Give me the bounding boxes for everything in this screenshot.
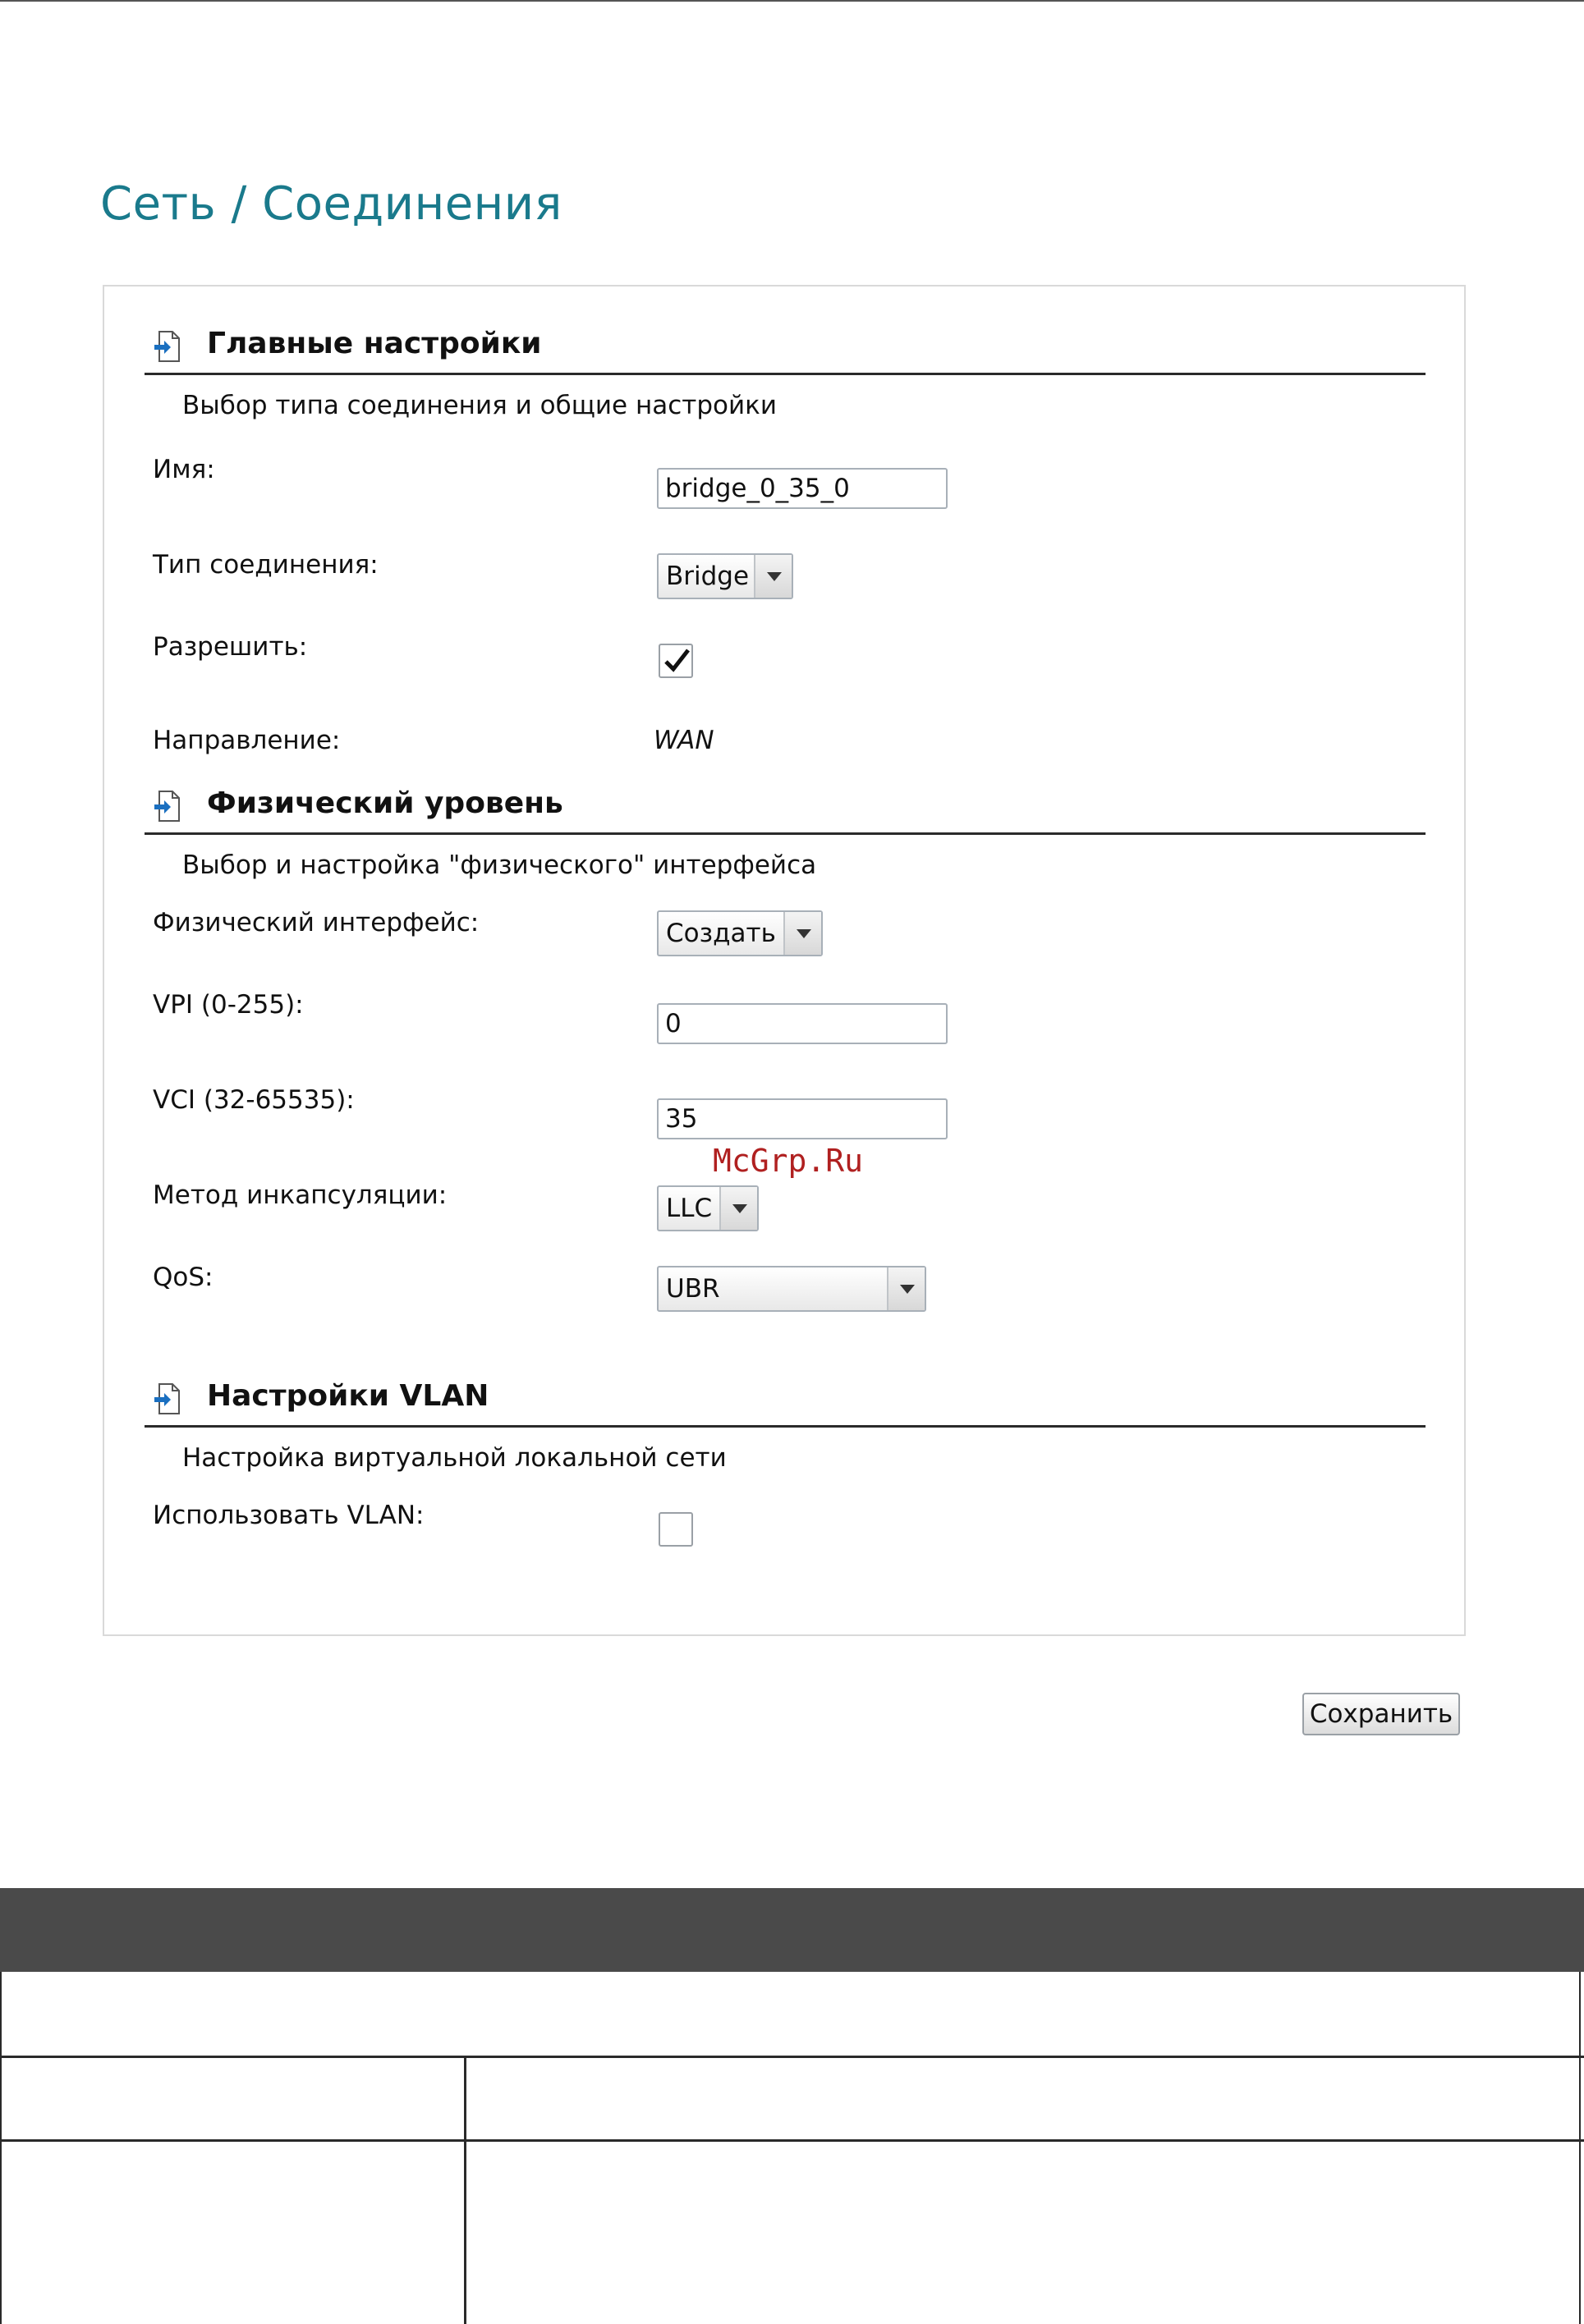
- use-vlan-checkbox[interactable]: [659, 1512, 693, 1547]
- section-header-main-settings: [145, 327, 1426, 375]
- qos-label: QoS:: [153, 1263, 213, 1292]
- physical-interface-label: Физический интерфейс:: [153, 908, 480, 937]
- chevron-down-icon: [732, 1204, 747, 1213]
- watermark: McGrp.Ru: [713, 1143, 864, 1179]
- connection-type-label: Тип соединения:: [153, 550, 379, 580]
- section-title: Настройки VLAN: [207, 1379, 489, 1413]
- chevron-down-icon: [767, 572, 782, 581]
- chevron-down-icon: [900, 1285, 915, 1294]
- encapsulation-label: Метод инкапсуляции:: [153, 1180, 448, 1210]
- qos-select[interactable]: [657, 1266, 926, 1312]
- vpi-label: VPI (0-255):: [153, 990, 304, 1020]
- dropdown-button[interactable]: [783, 912, 821, 955]
- section-description: Выбор типа соединения и общие настройки: [182, 391, 777, 420]
- connection-type-value: Bridge: [666, 562, 750, 591]
- document-arrow-icon: [153, 330, 181, 363]
- section-title: Главные настройки: [207, 327, 542, 360]
- chevron-down-icon: [797, 929, 811, 938]
- dropdown-button[interactable]: [754, 555, 792, 598]
- vci-label: VCI (32-65535):: [153, 1085, 355, 1115]
- checkmark-icon: [662, 645, 691, 676]
- table-divider: [0, 2139, 1584, 2142]
- encapsulation-select[interactable]: [657, 1185, 759, 1231]
- table-column-divider: [464, 2056, 466, 2324]
- document-arrow-icon: [153, 1382, 181, 1415]
- section-header-vlan: [145, 1379, 1426, 1428]
- direction-label: Направление:: [153, 726, 341, 755]
- section-description: Настройка виртуальной локальной сети: [182, 1443, 727, 1473]
- vci-input[interactable]: [657, 1098, 948, 1139]
- enable-label: Разрешить:: [153, 632, 308, 662]
- save-button[interactable]: Сохранить: [1302, 1693, 1460, 1735]
- section-title: Физический уровень: [207, 786, 563, 820]
- table-header-bar: [0, 1888, 1584, 1972]
- connection-type-select[interactable]: [657, 553, 793, 599]
- dropdown-button[interactable]: [887, 1267, 925, 1310]
- direction-value: WAN: [654, 726, 714, 755]
- name-input[interactable]: [657, 468, 948, 509]
- top-rule: [0, 0, 1584, 2]
- physical-interface-value: Создать: [666, 919, 776, 948]
- dropdown-button[interactable]: [719, 1187, 757, 1230]
- document-table: [0, 1972, 1581, 2324]
- section-description: Выбор и настройка "физического" интерфейса: [182, 850, 817, 880]
- enable-checkbox[interactable]: [659, 644, 693, 678]
- use-vlan-label: Использовать VLAN:: [153, 1501, 425, 1530]
- page-title: Сеть / Соединения: [100, 177, 562, 231]
- physical-interface-select[interactable]: [657, 910, 823, 956]
- vpi-input[interactable]: [657, 1003, 948, 1044]
- table-divider: [0, 2056, 1584, 2058]
- section-header-physical-layer: [145, 786, 1426, 835]
- encapsulation-value: LLC: [666, 1194, 713, 1223]
- qos-value: UBR: [666, 1274, 720, 1304]
- name-label: Имя:: [153, 455, 215, 484]
- document-arrow-icon: [153, 790, 181, 823]
